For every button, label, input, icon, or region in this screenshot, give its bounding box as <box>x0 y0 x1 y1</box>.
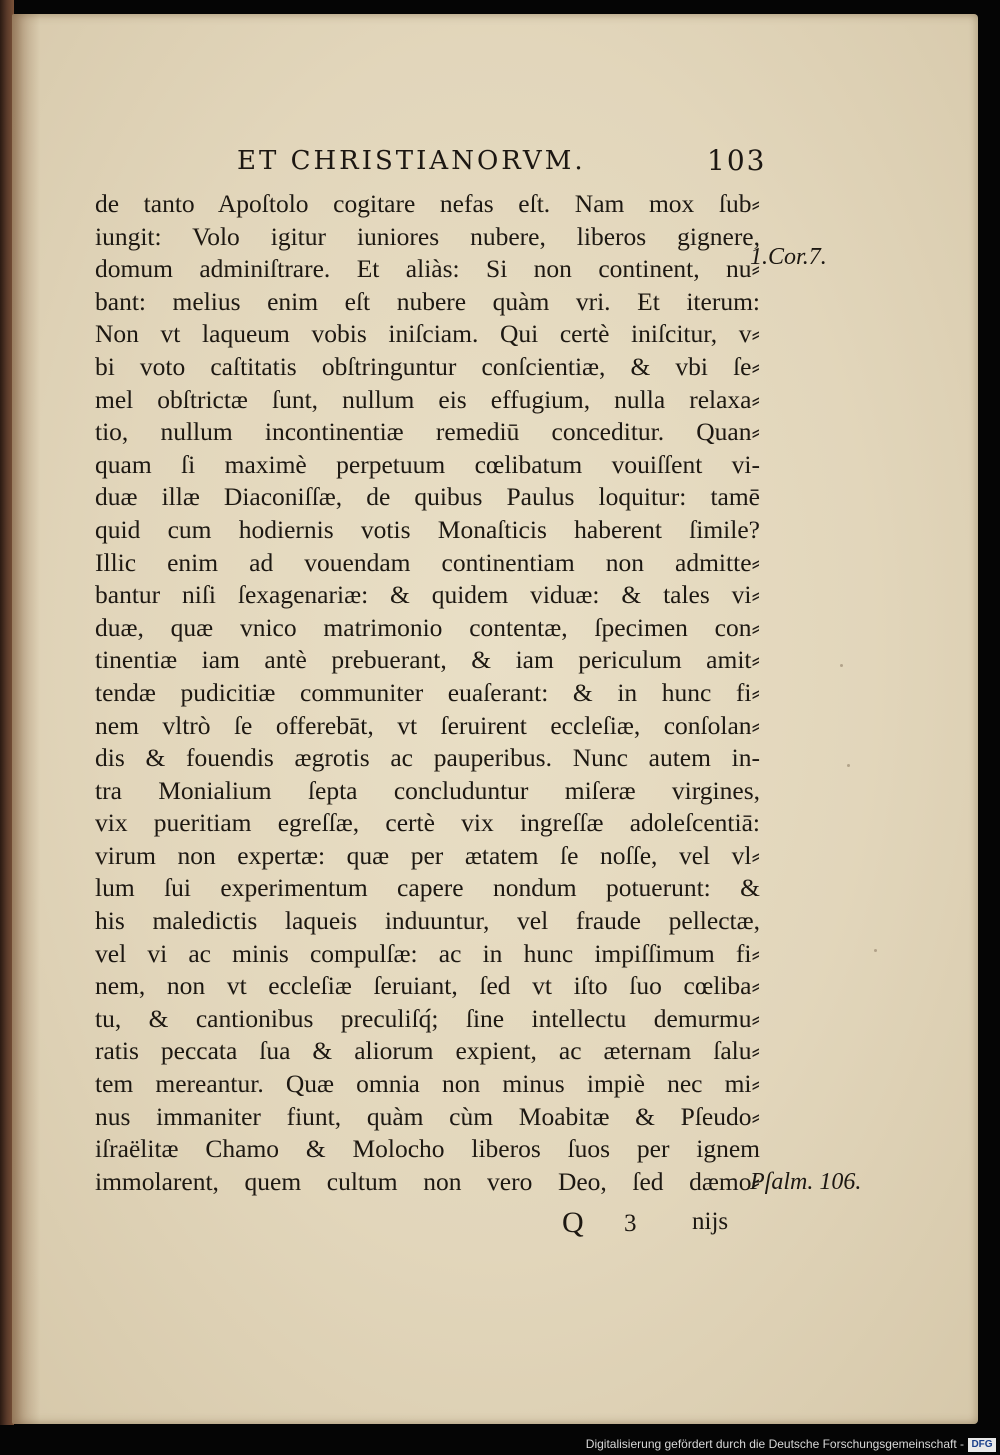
margin-note-psalm: Pſalm. 106. <box>750 1169 862 1195</box>
text-line: tem mereantur. Quæ omnia non minus impiè nec mi⸗ <box>95 1069 760 1099</box>
text-line: immolarent, quem cultum non vero Deo, ſed dæmo⸗ <box>95 1166 760 1196</box>
text-line: domum adminiſtrare. Et aliàs: Si non continent, nu⸗ <box>95 254 760 284</box>
text-line: iſraëlitæ Chamo & Molocho liberos ſuos per ignem <box>95 1134 760 1164</box>
text-line: tendæ pudicitiæ communiter euaſerant: & in hunc fi⸗ <box>95 677 760 707</box>
text-line: iungit: Volo igitur iuniores nubere, liberos gignere, <box>95 221 760 251</box>
signature-mark: Q <box>562 1206 584 1239</box>
text-line: virum non expertæ: quæ per ætatem ſe noſſe, vel vl⸗ <box>95 840 760 870</box>
text-line: mel obſtrictæ ſunt, nullum eis effugium, nulla relaxa⸗ <box>95 384 760 414</box>
text-line: bant: melius enim eſt nubere quàm vri. Et iterum: <box>95 286 760 316</box>
text-line: vix pueritiam egreſſæ, certè vix ingreſſæ adoleſcentiā: <box>95 808 760 838</box>
paper-speck <box>840 664 843 667</box>
running-head <box>162 144 782 180</box>
book-page <box>12 14 978 1424</box>
text-line: tinentiæ iam antè prebuerant, & iam periculum amit⸗ <box>95 645 760 675</box>
text-line: nus immaniter fiunt, quàm cùm Moabitæ & Pſeudo⸗ <box>95 1101 760 1131</box>
text-line: his maledictis laqueis induuntur, vel fraude pellectæ, <box>95 906 760 936</box>
text-line: nem vltrò ſe offerebāt, vt ſeruirent eccleſiæ, conſolan⸗ <box>95 710 760 740</box>
running-title: ET CHRISTIANORVM. <box>237 146 586 176</box>
text-line: quid cum hodiernis votis Monaſticis haberent ſimile? <box>95 514 760 544</box>
text-line: dis & fouendis ægrotis ac pauperibus. Nunc autem in- <box>95 743 760 773</box>
text-line: duæ, quæ vnico matrimonio contentæ, ſpecimen con⸗ <box>95 612 760 642</box>
text-line: tu, & cantionibus preculiſq́; ſine intellectu demurmu⸗ <box>95 1003 760 1033</box>
text-line: de tanto Apoſtolo cogitare nefas eſt. Nam mox ſub⸗ <box>95 189 760 218</box>
text-line: ratis peccata ſua & aliorum expient, ac æternam ſalu⸗ <box>95 1036 760 1066</box>
signature-number: 3 <box>624 1210 637 1237</box>
text-line: tio, nullum incontinentiæ remediū conceditur. Quan⸗ <box>95 417 760 447</box>
footer-credit: Digitalisierung gefördert durch die Deutsche Forschungsgemeinschaft - <box>585 1437 964 1451</box>
text-line: quam ſi maximè perpetuum cœlibatum vouiſſent vi- <box>95 449 760 479</box>
spine-shadow <box>12 14 40 1424</box>
margin-note-cor: 1.Cor.7. <box>750 244 827 270</box>
text-line: nem, non vt eccleſiæ ſeruiant, ſed vt iſto ſuo cœliba⸗ <box>95 971 760 1001</box>
text-line: bantur niſi ſexagenariæ: & quidem viduæ: & tales vi⸗ <box>95 580 760 610</box>
catchword: nijs <box>692 1208 729 1235</box>
text-line: bi voto caſtitatis obſtringuntur conſcientiæ, & vbi ſe⸗ <box>95 351 760 381</box>
text-line: Non vt laqueum vobis iniſciam. Qui certè iniſcitur, v⸗ <box>95 319 760 349</box>
paper-speck <box>847 764 850 767</box>
paper-speck <box>874 949 877 952</box>
text-line: Illic enim ad vouendam continentiam non admitte⸗ <box>95 547 760 577</box>
body-text <box>95 188 760 1198</box>
text-line: vel vi ac minis compulſæ: ac in hunc impiſſimum fi⸗ <box>95 938 760 968</box>
dfg-logo: DFG <box>968 1438 996 1452</box>
text-line: duæ illæ Diaconiſſæ, de quibus Paulus loquitur: tamē <box>95 482 760 512</box>
text-line: tra Monialium ſepta concluduntur miſeræ virgines, <box>95 775 760 805</box>
text-line: lum ſui experimentum capere nondum potuerunt: & <box>95 873 760 903</box>
page-number: 103 <box>707 144 767 177</box>
